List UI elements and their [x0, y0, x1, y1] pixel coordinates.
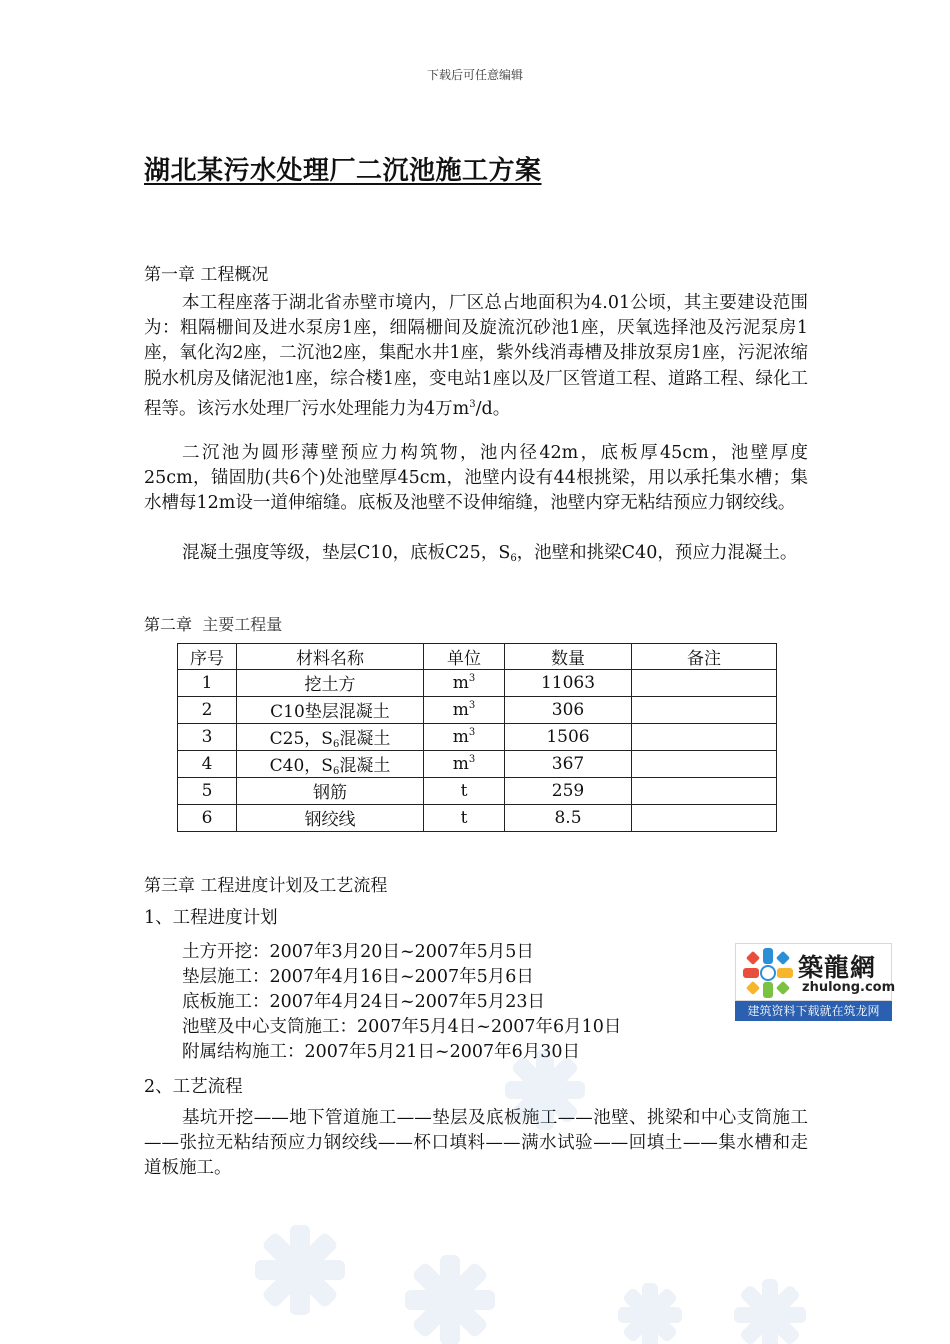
schedule-item: 垫层施工：2007年4月16日~2007年5月6日 — [182, 967, 534, 987]
cell-quantity: 306 — [505, 697, 632, 724]
cell-quantity: 8.5 — [505, 805, 632, 832]
col-header: 备注 — [632, 644, 777, 670]
document-title: 湖北某污水处理厂二沉池施工方案 — [144, 156, 542, 186]
col-header: 材料名称 — [237, 644, 424, 670]
col-header: 数量 — [505, 644, 632, 670]
col-header: 序号 — [178, 644, 237, 670]
cell-no: 2 — [178, 697, 237, 724]
schedule-item: 池壁及中心支筒施工：2007年5月4日~2007年6月10日 — [182, 1017, 622, 1037]
chapter-1-heading: 第一章 工程概况 — [144, 265, 269, 285]
cell-material: C25，$S_6$混凝土 — [237, 724, 424, 751]
cell-no: 3 — [178, 724, 237, 751]
schedule-item: 底板施工：2007年4月24日~2007年5月23日 — [182, 992, 546, 1012]
cell-no: 6 — [178, 805, 237, 832]
cell-unit: t — [424, 778, 505, 805]
cell-quantity: 367 — [505, 751, 632, 778]
schedule-item: 土方开挖：2007年3月20日~2007年5月5日 — [182, 942, 534, 962]
cell-quantity: 11063 — [505, 670, 632, 697]
cell-material: C10垫层混凝土 — [237, 697, 424, 724]
cell-material: C40，$S_6$混凝土 — [237, 751, 424, 778]
section-schedule-heading: 1、工程进度计划 — [144, 908, 278, 928]
cell-no: 5 — [178, 778, 237, 805]
cell-quantity: 259 — [505, 778, 632, 805]
logo-chinese-name: 築龍網 — [798, 953, 877, 982]
chapter-1-paragraph-3: 混凝土强度等级，垫层C10，底板C25，$S_6$，池壁和挑梁C40，预应力混凝土。 — [182, 543, 798, 564]
cell-quantity: 1506 — [505, 724, 632, 751]
chapter-1-paragraph-2: 二沉池为圆形薄壁预应力构筑物，池内径42m，底板厚45cm，池壁厚度25cm，锚固肋(共6个)处池壁厚45cm，池壁内设有44根挑梁，用以承托集水槽；集水槽每12m设一道伸缩缝。底板及池壁不设伸缩缝，池壁内穿无粘结预应力钢绞线。 — [144, 443, 808, 514]
cell-no: 4 — [178, 751, 237, 778]
chapter-2-heading: 第二章 主要工程量 — [144, 615, 283, 634]
cell-unit: $m^3$ — [424, 751, 505, 778]
cell-unit: $m^3$ — [424, 724, 505, 751]
cell-unit: $m^3$ — [424, 670, 505, 697]
cell-no: 1 — [178, 670, 237, 697]
process-flow-paragraph: 基坑开挖——地下管道施工——垫层及底板施工——池壁、挑梁和中心支筒施工——张拉无粘结预应力钢绞线——杯口填料——满水试验——回填土——集水槽和走道板施工。 — [144, 1108, 808, 1179]
cell-unit: $m^3$ — [424, 697, 505, 724]
logo-slogan: 建筑资料下载就在筑龙网 — [735, 1001, 892, 1021]
cell-material: 钢筋 — [237, 778, 424, 805]
cell-material: 钢绞线 — [237, 805, 424, 832]
page-header: 下载后可任意编辑 — [426, 68, 523, 82]
cell-unit: t — [424, 805, 505, 832]
col-header: 单位 — [424, 644, 505, 670]
cell-material: 挖土方 — [237, 670, 424, 697]
chapter-3-heading: 第三章 工程进度计划及工艺流程 — [144, 876, 388, 896]
schedule-item: 附属结构施工：2007年5月21日~2007年6月30日 — [182, 1042, 581, 1062]
logo-domain: zhulong.com — [802, 980, 896, 995]
section-process-heading: 2、工艺流程 — [144, 1077, 243, 1097]
chapter-1-paragraph-1: 本工程座落于湖北省赤壁市境内，厂区总占地面积为4.01公顷，其主要建设范围为：粗隔栅间及进水泵房1座，细隔栅间及旋流沉砂池1座，厌氧选择池及污泥泵房1座，氧化沟2座，二沉池2座，集配水井1座，紫外线消毒槽及排放泵房1座，污泥浓缩脱水机房及储泥池1座，综合楼1座，变电站1座以及厂区管道工程、道路工程、绿化工程等。该污水处理厂污水处理能力为4万$m^3/d$。 — [144, 293, 808, 419]
